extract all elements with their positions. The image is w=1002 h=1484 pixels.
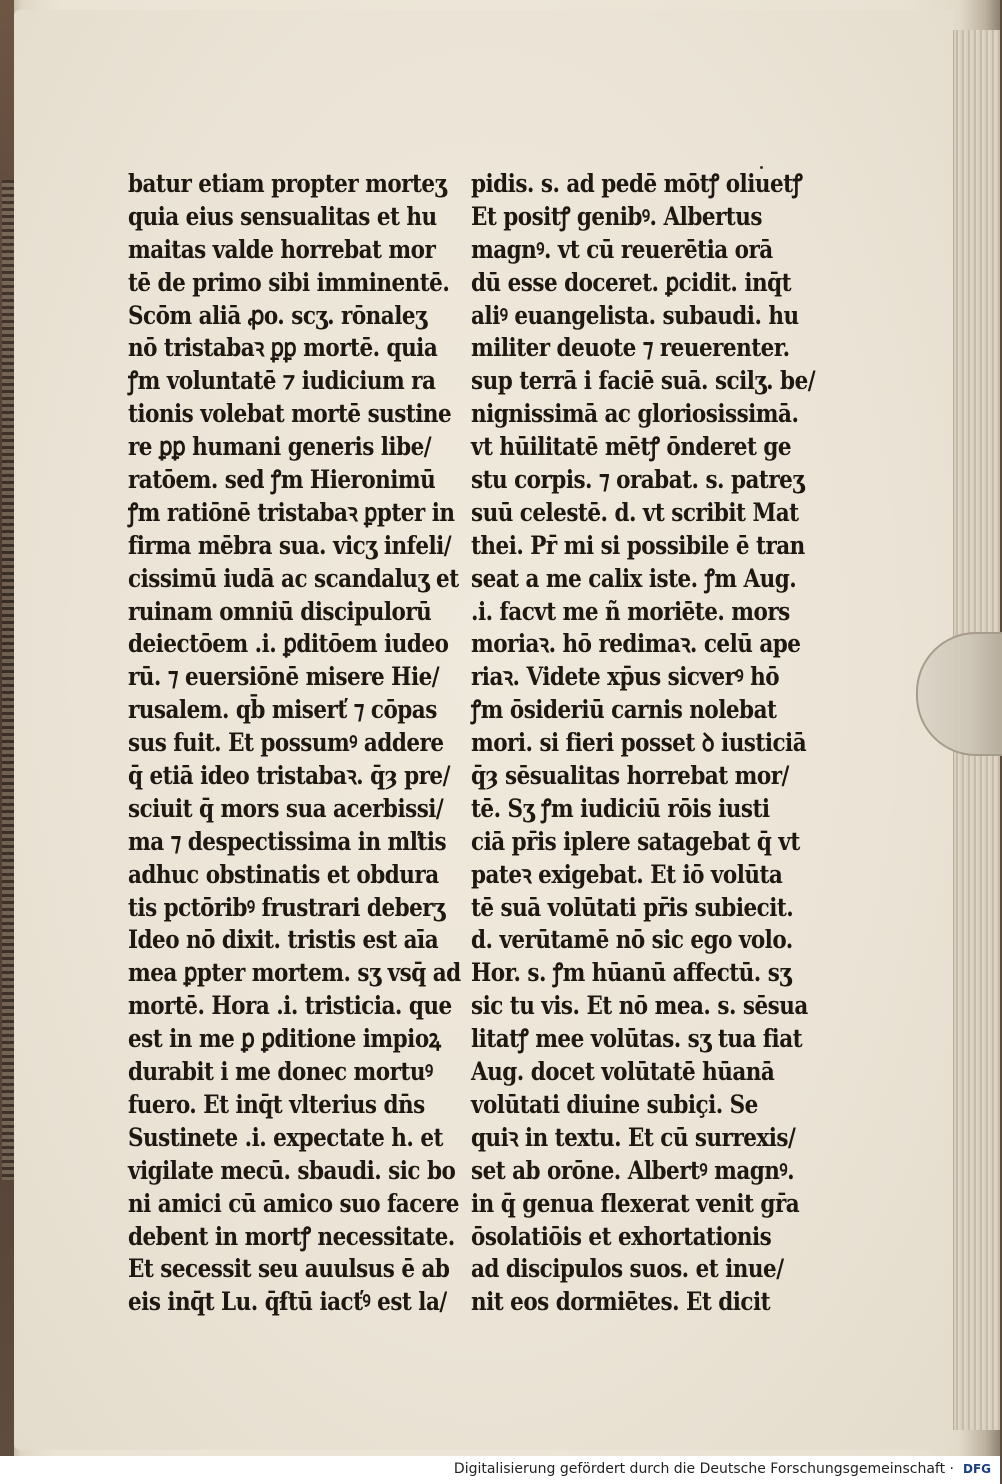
text-line: eis inq̄t Lu. q̄ẜtū iacťꝰ est la/ — [128, 1287, 447, 1317]
text-line: sus fuit. Et possumꝰ addere — [128, 728, 444, 758]
text-line: pateꝛ exigebat. Et iō volūta — [471, 859, 783, 889]
funding-credit: Digitalisierung gefördert durch die Deutsche Forschungsgemeinschaft · — [453, 1461, 954, 1477]
text-line: in q̄ genua flexerat venit gr̄a — [471, 1188, 800, 1218]
text-line: mea ꝑpter mortem. sʒ vsq̄ ad — [128, 958, 461, 988]
text-line: nignissimā ac gloriosissimā. — [471, 399, 799, 429]
text-line: volūtati diuine subiçi. Se — [471, 1089, 758, 1119]
text-line: suū celestē. d. vt scribit Mat — [471, 497, 799, 527]
text-line: quia eius sensualitas et hu — [128, 201, 437, 231]
text-line: riaꝛ. Videte xp̄us sicverꝰ hō — [471, 662, 780, 692]
text-line: ꝭm voluntatē ⁊ iudicium ra — [128, 366, 436, 396]
text-line: pidis. s. ad pedē mōtꝭ oliuetꝭ — [471, 169, 803, 198]
text-line: d. verūtamē nō sic ego volo. — [471, 925, 793, 955]
text-line: ad discipulos suos. et inue/ — [471, 1254, 784, 1284]
text-line: Ideo nō dixit. tristis est aīa — [128, 925, 439, 955]
text-line: ciā pr̄is iplere satagebat q̄ vt — [471, 826, 800, 856]
text-line: re ꝑꝑ humani generis libe/ — [128, 432, 432, 462]
text-line: nō tristabaꝛ ꝑꝑ mortē. quia — [128, 333, 438, 363]
text-line: mortē. Hora .i. tristicia. que — [128, 991, 452, 1021]
text-line: deiectōem .i. ꝑditōem iudeo — [128, 629, 449, 659]
text-line: Et secessit seu auulsus ē ab — [128, 1254, 450, 1284]
text-line: sic tu vis. Et nō mea. s. sēsua — [471, 991, 808, 1021]
text-line: militer deuote ⁊ reuerenter. — [471, 333, 790, 363]
text-line: ruinam omniū discipulorū — [128, 596, 432, 626]
text-line: Hor. s. ꝭm hūanū affectū. sʒ — [471, 958, 792, 988]
text-line: cissimū iudā ac scandaluʒ et — [128, 563, 459, 593]
text-line: vt hūilitatē mētꝭ ōnderet ge — [471, 432, 792, 462]
text-line: quiꝛ in textu. Et cū surrexis/ — [471, 1122, 796, 1152]
text-line: Scōm aliā ꝓo. scʒ. rōnaleʒ — [128, 300, 427, 330]
text-line: magnꝰ. vt cū reuerētia orā — [471, 234, 773, 264]
text-line: ratōem. sed ꝭm Hieronimū — [128, 465, 436, 495]
text-line: nit eos dormiētes. Et dicit — [471, 1287, 771, 1317]
text-line: rusalem. qb̄ miserť ⁊ cōpas — [128, 695, 437, 725]
text-line: tē. Sʒ ꝭm iudiciū rōis iusti — [471, 793, 770, 823]
text-line: tionis volebat mortē sustine — [128, 399, 452, 429]
text-line: firma mēbra sua. vicʒ infeli/ — [128, 530, 452, 560]
text-line: ma ⁊ despectissima in mľtis — [128, 826, 447, 856]
text-line: est in me ꝑ ꝑditione impioꝝ — [128, 1024, 441, 1054]
text-line: moriaꝛ. hō redimaꝛ. celū ape — [471, 629, 801, 659]
text-line: maitas valde horrebat mor — [128, 234, 436, 264]
text-line: rū. ⁊ euersiōnē misere Hie/ — [128, 662, 440, 692]
text-line: q̄ etiā ideo tristabaꝛ. q̄ȝ pre/ — [128, 761, 450, 791]
text-line: seat a me calix iste. ꝭm Aug. — [471, 563, 797, 593]
text-line: dū esse doceret. ꝑcidit. inq̄t — [471, 267, 792, 297]
footer-bar — [0, 1456, 1000, 1484]
text-line: Sustinete .i. expectate h. et — [128, 1122, 443, 1152]
text-column-left — [128, 168, 461, 1319]
text-line: Et positꝭ genibꝰ. Albertus — [471, 201, 762, 231]
text-line: litatꝭ mee volūtas. sʒ tua fiat — [471, 1024, 803, 1054]
text-line: ni amici cū amico suo facere — [128, 1188, 459, 1218]
text-line: batur etiam propter morteʒ — [128, 169, 447, 198]
text-line: mori. si fieri posset ꝺ iusticiā — [471, 728, 807, 758]
text-line: q̄ȝ sēsualitas horrebat mor/ — [471, 761, 789, 791]
text-line: vigilate mecū. sbaudi. sic bo — [128, 1155, 456, 1185]
text-line: thei. Pr̄ mi si possibile ē tran — [471, 530, 805, 560]
text-line: stu corpis. ⁊ orabat. s. patreʒ — [471, 465, 805, 495]
text-line: aliꝰ euangelista. subaudi. hu — [471, 300, 799, 330]
text-line: set ab orōne. Albertꝰ magnꝰ. — [471, 1155, 795, 1185]
text-line: tē de primo sibi imminentē. — [128, 267, 450, 297]
text-line: ōsolatiōis et exhortationis — [471, 1221, 772, 1251]
text-line: .i. facvt me ñ moriēte. mors — [471, 596, 790, 626]
dfg-logo-icon: DFG — [962, 1462, 991, 1476]
text-line: fuero. Et inq̄t vlterius dn̄s — [128, 1089, 425, 1119]
text-line: adhuc obstinatis et obdura — [128, 859, 439, 889]
text-column-right — [471, 168, 816, 1319]
text-line: tē suā volūtati pr̄is subiecit. — [471, 892, 794, 922]
text-line: sciuit q̄ mors sua acerbissi/ — [128, 793, 444, 823]
text-line: sup terrā i faciē suā. scilʒ. be/ — [471, 366, 816, 396]
text-line: debent in mortꝭ necessitate. — [128, 1221, 455, 1251]
text-line: Aug. docet volūtatē hūanā — [471, 1057, 775, 1087]
text-line: durabit i me donec mortuꝰ — [128, 1057, 433, 1087]
text-line: tis pctōribꝰ frustrari deberʒ — [128, 892, 445, 922]
text-line: ꝭm ratiōnē tristabaꝛ ꝑpter in — [128, 497, 455, 527]
text-line: ꝭm ōsideriū carnis nolebat — [471, 695, 777, 725]
